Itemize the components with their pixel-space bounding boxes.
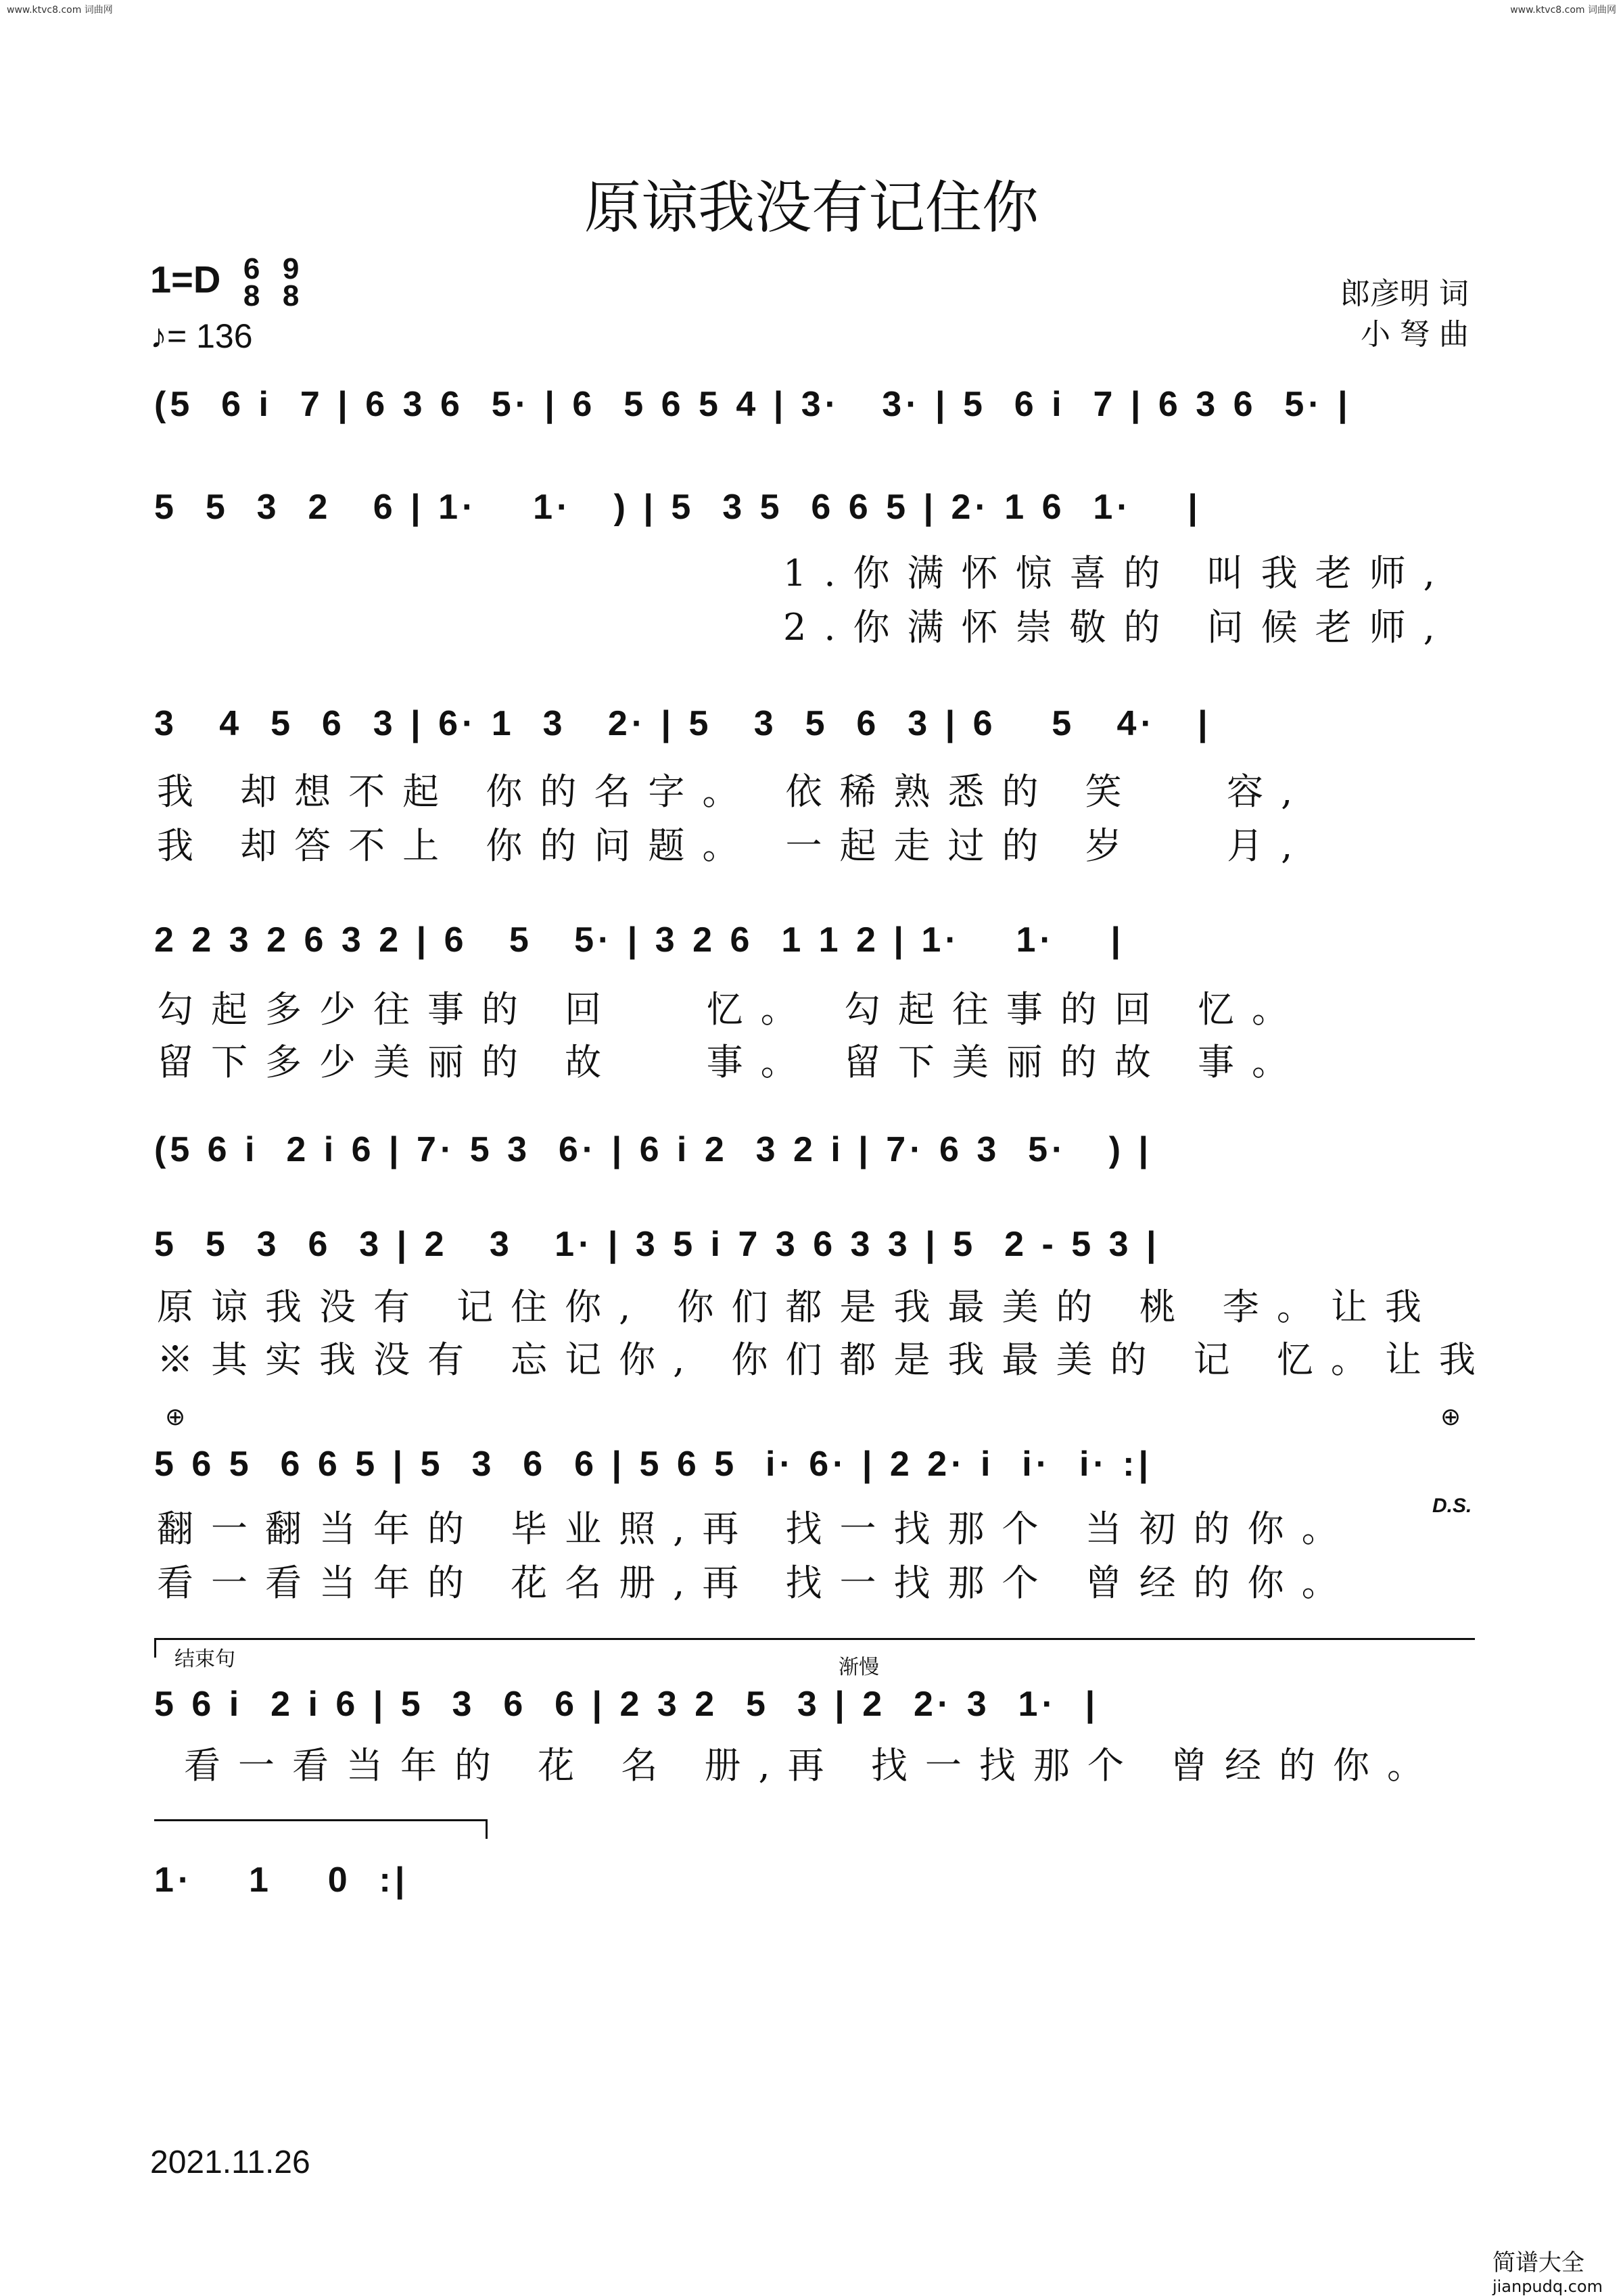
- notes-row: 3 4 5 6 3 | 6· 1 3 2· | 5 3 5 6 3 | 6 5 4· |: [154, 704, 1212, 743]
- score-line-2: [154, 473, 1473, 541]
- coda-sign-icon: ⊕: [1440, 1403, 1461, 1431]
- tempo-marking: ♪= 136: [150, 317, 253, 355]
- site-logo: [1492, 2244, 1603, 2296]
- time-signature-9-8: [282, 252, 300, 312]
- notes-row: 5 6 i 2 i 6 | 5 3 6 6 | 2 3 2 5 3 | 2 2· 3 1· |: [154, 1685, 1100, 1724]
- score-line-5: [154, 1116, 1473, 1184]
- coda-sign-icon: ⊕: [165, 1403, 186, 1431]
- notes-row: 1· 1 0 :|: [154, 1860, 409, 1900]
- lyric-verse-1: 勾起多少往事的 回 忆。 勾起往事的回 忆。: [157, 988, 1306, 1031]
- lyric-verse-1: 我 却想不起 你的名字。 依稀熟悉的 笑 容,: [157, 770, 1311, 813]
- score-line-3: [154, 690, 1473, 757]
- lyric-verse-2: ※其实我没有 忘记你, 你们都是我最美的 记 忆。让我: [157, 1338, 1493, 1381]
- notes-row: 2 2 3 2 6 3 2 | 6 5 5· | 3 2 6 1 1 2 | 1· 1· |: [154, 920, 1125, 960]
- time-signature-6-8: [243, 252, 260, 312]
- date-stamp: 2021.11.26: [150, 2145, 310, 2180]
- page-title: 原谅我没有记住你: [584, 174, 1039, 241]
- notes-row: (5 6 i 2 i 6 | 7· 5 3 6· | 6 i 2 3 2 i | 7· 6 3 5· ) |: [154, 1130, 1153, 1169]
- score-line-4: [154, 906, 1473, 974]
- time-sig-num: 6: [243, 252, 260, 285]
- logo-url: jianpudq.com: [1492, 2277, 1603, 2296]
- notes-row: 5 5 3 2 6 | 1· 1· ) | 5 3 5 6 6 5 | 2· 1 6 1· |: [154, 488, 1202, 527]
- lyric-verse-2: 我 却答不上 你的问题。 一起走过的 岁 月,: [157, 824, 1311, 867]
- score-line-7: [154, 1430, 1473, 1498]
- lyric-verse-1: 翻一翻当年的 毕业照,再 找一找那个 当初的你。: [157, 1507, 1356, 1550]
- key-signature: [150, 252, 300, 312]
- score-line-1: [154, 371, 1473, 438]
- lyric-verse-2: 留下多少美丽的 故 事。 留下美丽的故 事。: [157, 1041, 1306, 1083]
- key-label: 1=D: [150, 258, 221, 301]
- composer-credit: 小 弩 曲: [1361, 317, 1469, 352]
- lyric-verse-2: 看一看当年的 花名册,再 找一找那个 曾经的你。: [157, 1562, 1356, 1604]
- time-sig-den: 8: [282, 279, 300, 312]
- lyric-ending: 看一看当年的 花 名 册,再 找一找那个 曾经的你。: [184, 1744, 1441, 1787]
- ending-label: 结束句: [174, 1648, 235, 1670]
- ritardando-label: 渐慢: [839, 1656, 879, 1679]
- notes-row: 5 5 3 6 3 | 2 3 1· | 3 5 i 7 3 6 3 3 | 5 2 - 5 3 |: [154, 1225, 1160, 1264]
- lyric-verse-2: 2.你满怀崇敬的 问候老师,: [783, 606, 1453, 649]
- score-line-8: [154, 1670, 1473, 1738]
- score-line-6: [154, 1211, 1473, 1278]
- logo-name: 简谱大全: [1492, 2249, 1584, 2276]
- header-site-left: www.ktvc8.com 词曲网: [7, 5, 113, 16]
- score-line-9: [154, 1846, 1473, 1914]
- header-site-right: www.ktvc8.com 词曲网: [1510, 5, 1616, 16]
- notes-row: (5 6 i 7 | 6 3 6 5· | 6 5 6 5 4 | 3· 3· | 5 6 i 7 | 6 3 6 5· |: [154, 385, 1352, 424]
- notes-row: 5 6 5 6 6 5 | 5 3 6 6 | 5 6 5 i· 6· | 2 2· i i· i· :|: [154, 1445, 1153, 1484]
- time-sig-den: 8: [243, 279, 260, 312]
- ending-bracket: [154, 1638, 1475, 1658]
- lyricist-credit: 郎彦明 词: [1340, 277, 1469, 311]
- ds-marking: D.S.: [1432, 1495, 1472, 1517]
- time-sig-num: 9: [282, 252, 300, 285]
- lyric-verse-1: 原谅我没有 记住你, 你们都是我最美的 桃 李。让我: [157, 1286, 1439, 1328]
- lyric-verse-1: 1.你满怀惊喜的 叫我老师,: [783, 552, 1453, 594]
- final-bracket: [154, 1819, 488, 1839]
